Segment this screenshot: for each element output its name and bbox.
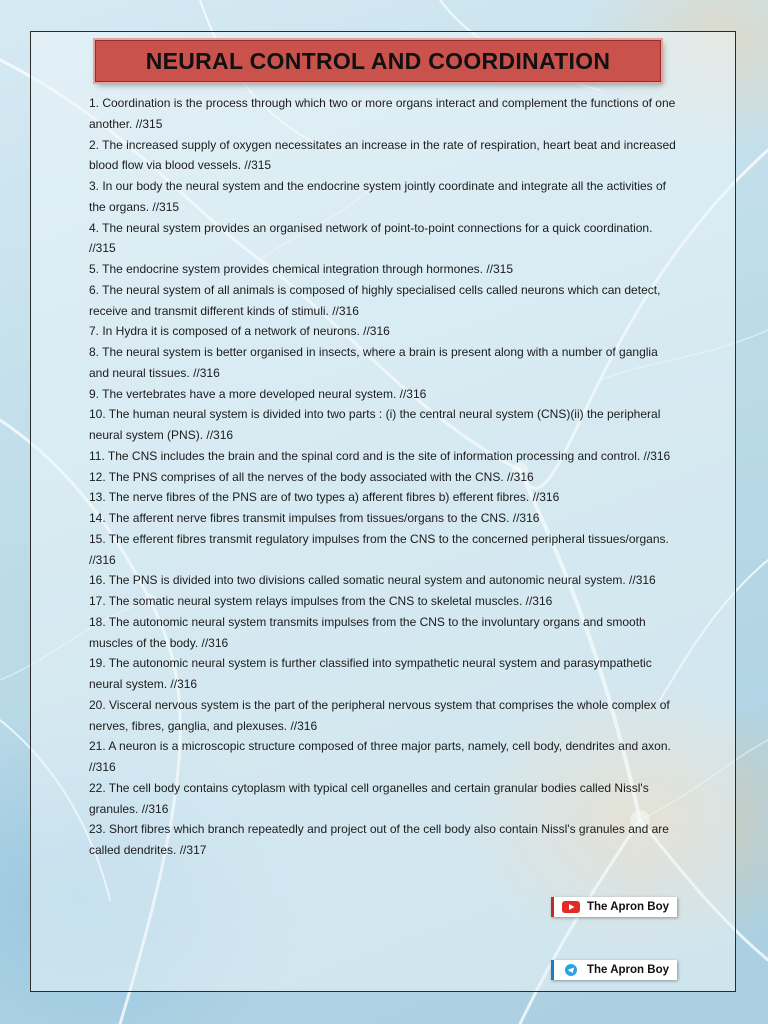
page-title: NEURAL CONTROL AND COORDINATION: [145, 47, 611, 74]
list-item: 8. The neural system is better organised in insects, where a brain is present along with a number of ganglia and neural tissues. //316: [89, 345, 658, 380]
list-item: 19. The autonomic neural system is further classified into sympathetic neural system and parasympathetic neural system. //316: [89, 656, 652, 691]
telegram-icon: [562, 964, 580, 976]
points-list: [89, 93, 681, 861]
list-item: 6. The neural system of all animals is composed of highly specialised cells called neurons which can detect, receive and transmit different kinds of stimuli. //316: [89, 282, 661, 318]
list-item: 5. The endocrine system provides chemical integration through hormones. //315: [89, 262, 514, 276]
list-item: 23. Short fibres which branch repeatedly and project out of the cell body also contain Nissl's granules and are called dendrites. //317: [89, 822, 669, 857]
telegram-channel-label: The Apron Boy: [587, 964, 669, 976]
list-item: 11. The CNS includes the brain and the spinal cord and is the site of information processing and control. //316: [89, 448, 671, 463]
list-item: 13. The nerve fibres of the PNS are of two types a) afferent fibres b) efferent fibres. //316: [89, 490, 560, 505]
youtube-channel-badge[interactable]: [551, 897, 677, 917]
list-item: 22. The cell body contains cytoplasm with typical cell organelles and certain granular bodies called Nissl's granules. //316: [89, 780, 649, 816]
youtube-icon: [562, 901, 580, 913]
list-item: 7. In Hydra it is composed of a network of neurons. //316: [89, 324, 390, 339]
telegram-channel-badge[interactable]: [551, 960, 677, 980]
list-item: 16. The PNS is divided into two divisions called somatic neural system and autonomic neural system. //316: [89, 573, 656, 588]
youtube-channel-label: The Apron Boy: [587, 901, 669, 913]
list-item: 4. The neural system provides an organised network of point-to-point connections for a quick coordination. //315: [89, 220, 653, 256]
title-banner: [95, 40, 661, 82]
list-item: 10. The human neural system is divided into two parts : (i) the central neural system (CNS)(ii) the peripheral neural system (PNS). //316: [89, 407, 661, 442]
list-item: 17. The somatic neural system relays impulses from the CNS to skeletal muscles. //316: [89, 594, 553, 608]
list-item: 12. The PNS comprises of all the nerves of the body associated with the CNS. //316: [89, 469, 534, 484]
list-item: 21. A neuron is a microscopic structure composed of three major parts, namely, cell body, dendrites and axon. //316: [89, 739, 671, 774]
list-item: 3. In our body the neural system and the endocrine system jointly coordinate and integrate all the activities of the organs. //315: [89, 179, 666, 214]
list-item: 15. The efferent fibres transmit regulatory impulses from the CNS to the concerned peripheral tissues/organs. //316: [89, 531, 669, 567]
list-item: 9. The vertebrates have a more developed neural system. //316: [89, 386, 427, 401]
list-item: 2. The increased supply of oxygen necessitates an increase in the rate of respiration, heart beat and increased blood flow via blood vessels. //315: [89, 137, 676, 173]
list-item: 20. Visceral nervous system is the part of the peripheral nervous system that comprises the whole complex of nerves, fibres, ganglia, and plexuses. //316: [89, 697, 670, 733]
list-item: 14. The afferent nerve fibres transmit impulses from tissues/organs to the CNS. //316: [89, 511, 540, 525]
list-item: 1. Coordination is the process through which two or more organs interact and complement the functions of one another. //315: [89, 96, 676, 131]
list-item: 18. The autonomic neural system transmits impulses from the CNS to the involuntary organs and smooth muscles of the body. //316: [89, 614, 646, 650]
